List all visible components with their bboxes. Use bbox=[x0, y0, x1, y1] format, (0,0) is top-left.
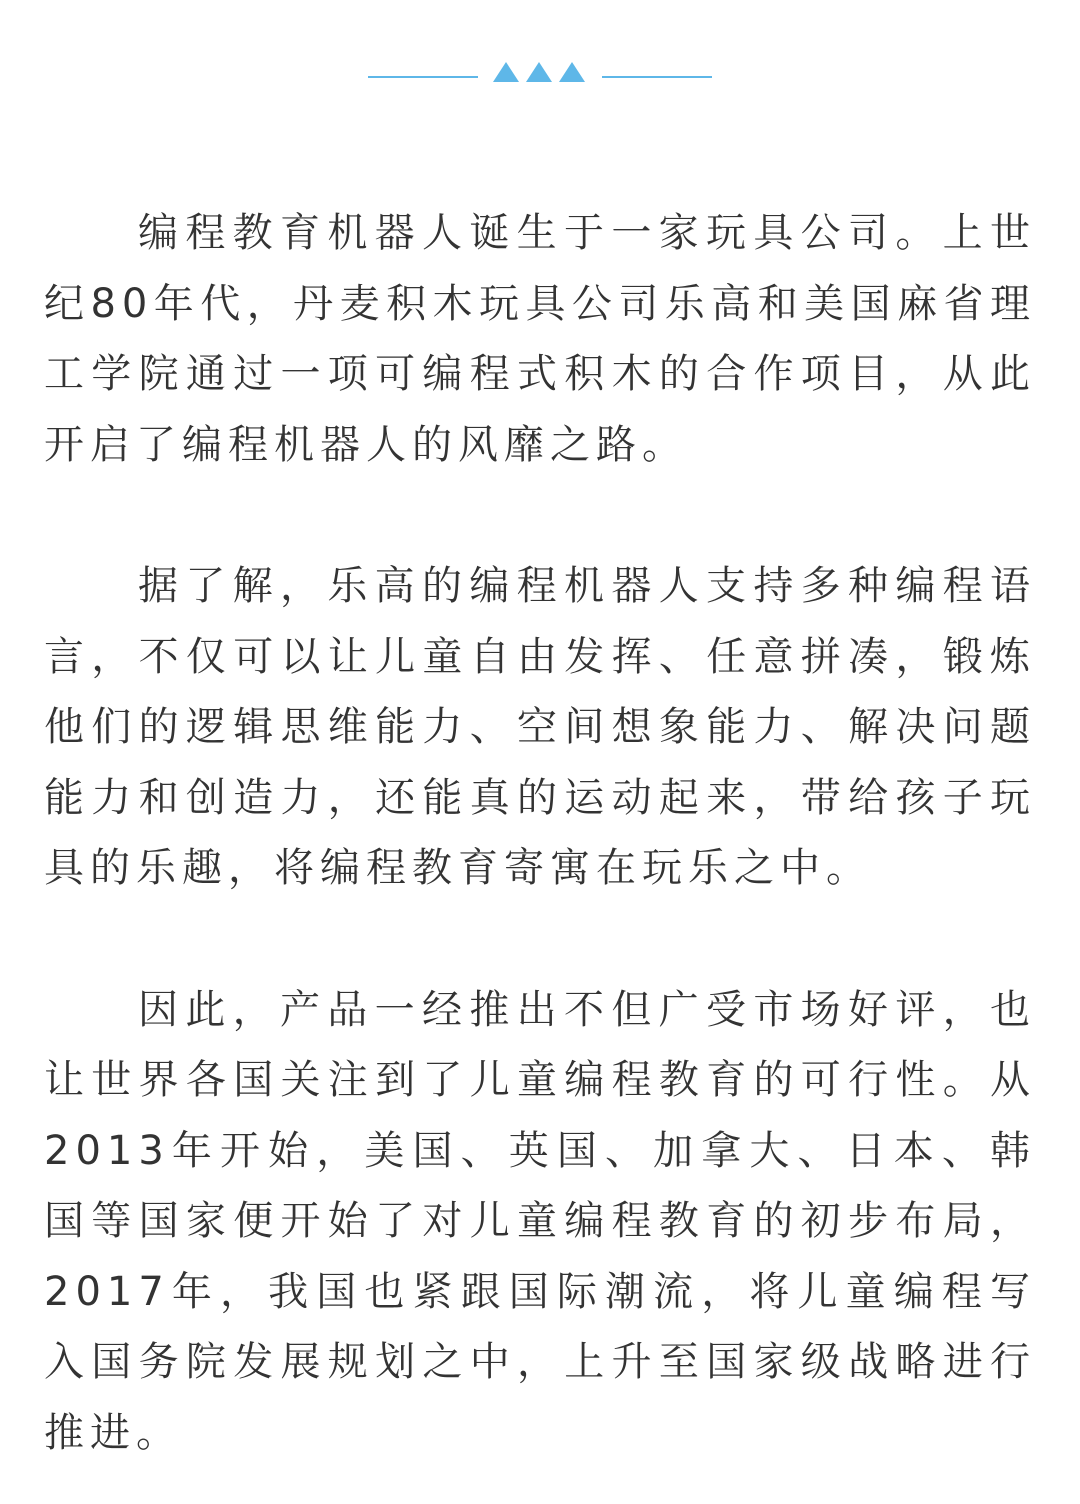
paragraph: 编程教育机器人诞生于一家玩具公司。上世纪80年代，丹麦积木玩具公司乐高和美国麻省理工学院通过一项可编程式积木的合作项目，从此开启了编程机器人的风靡之路。 bbox=[44, 210, 1036, 468]
divider-line-right bbox=[602, 76, 712, 78]
section-divider bbox=[0, 58, 1080, 88]
divider-line-left bbox=[368, 76, 478, 78]
paragraph: 因此，产品一经推出不但广受市场好评，也让世界各国关注到了儿童编程教育的可行性。从2013年开始，美国、英国、加拿大、日本、韩国等国家便开始了对儿童编程教育的初步布局，2017年，我国也紧跟国际潮流，将儿童编程写入国务院发展规划之中，上升至国家级战略进行推进。 bbox=[44, 986, 1036, 1456]
article-body bbox=[44, 198, 1036, 1468]
paragraph: 据了解，乐高的编程机器人支持多种编程语言，不仅可以让儿童自由发挥、任意拼凑，锻炼他们的逻辑思维能力、空间想象能力、解决问题能力和创造力，还能真的运动起来，带给孩子玩具的乐趣，将编程教育寄寓在玩乐之中。 bbox=[44, 563, 1036, 891]
triangle-icon bbox=[493, 62, 519, 82]
triangle-icon bbox=[526, 62, 552, 82]
triangle-icon bbox=[559, 62, 585, 82]
